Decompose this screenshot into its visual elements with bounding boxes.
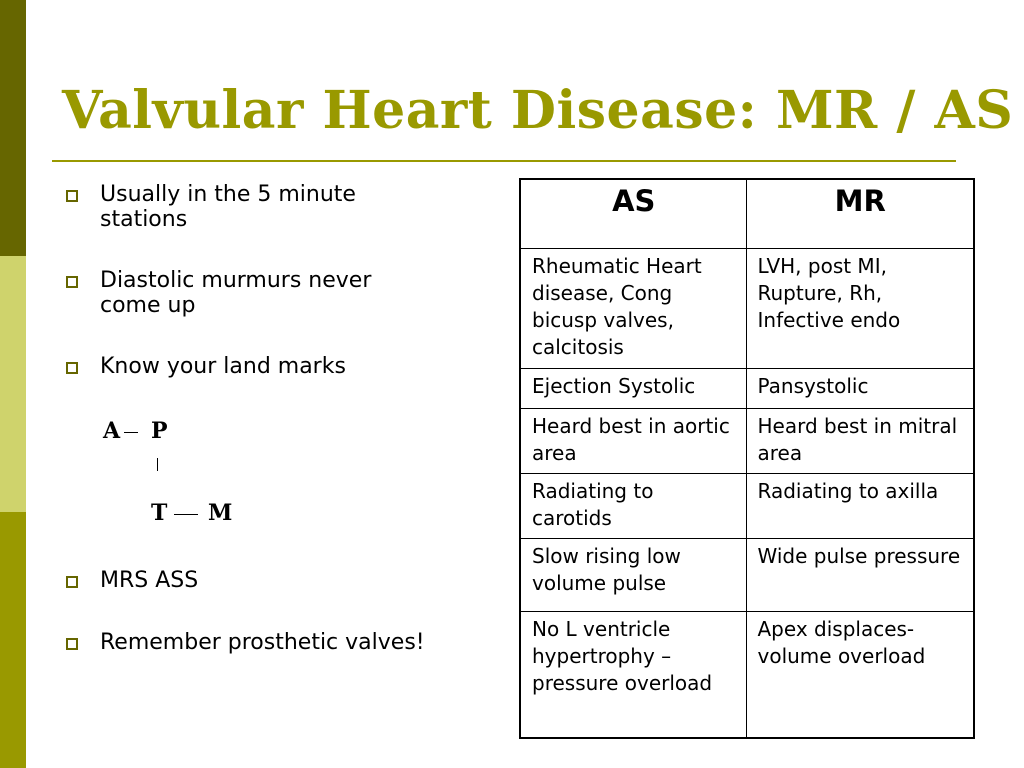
landmark-connector xyxy=(124,432,138,433)
table-cell: Heard best in mitral area xyxy=(746,409,974,474)
bullet-text: Diastolic murmurs never come up xyxy=(100,268,372,318)
table-cell: Radiating to axilla xyxy=(746,474,974,539)
table-cell: Pansystolic xyxy=(746,369,974,409)
table-cell: Heard best in aortic area xyxy=(520,409,746,474)
table-cell: Rheumatic Heart disease, Cong bicusp valves, calcitosis xyxy=(520,249,746,369)
table-cell: LVH, post MI, Rupture, Rh, Infective endo xyxy=(746,249,974,369)
table-header-row xyxy=(520,179,974,249)
bullet-text: Know your land marks xyxy=(100,354,346,379)
accent-bar-middle xyxy=(0,256,26,512)
table-cell: Apex displaces- volume overload xyxy=(746,612,974,738)
slide-title: Valvular Heart Disease: MR / AS xyxy=(62,80,1014,141)
square-bullet-icon xyxy=(66,576,78,588)
table-row xyxy=(520,539,974,612)
table-cell: Wide pulse pressure xyxy=(746,539,974,612)
landmark-connector xyxy=(174,514,198,515)
accent-bar-top xyxy=(0,0,26,256)
landmark-p: P xyxy=(151,418,168,444)
table-cell: No L ventricle hypertrophy – pressure overload xyxy=(520,612,746,738)
accent-bar-bottom xyxy=(0,512,26,768)
table-row xyxy=(520,474,974,539)
square-bullet-icon xyxy=(66,638,78,650)
table-row xyxy=(520,409,974,474)
square-bullet-icon xyxy=(66,190,78,202)
table-row xyxy=(520,249,974,369)
landmark-t: T xyxy=(151,500,168,526)
landmark-m: M xyxy=(208,500,233,526)
bullet-text: Usually in the 5 minute stations xyxy=(100,182,356,232)
table-cell: Radiating to carotids xyxy=(520,474,746,539)
header-mr: MR xyxy=(746,179,974,249)
table-cell: Slow rising low volume pulse xyxy=(520,539,746,612)
table-row xyxy=(520,612,974,738)
header-as: AS xyxy=(520,179,746,249)
landmark-a: A xyxy=(103,418,121,444)
bullet-text: Remember prosthetic valves! xyxy=(100,630,425,655)
title-underline xyxy=(52,160,956,162)
square-bullet-icon xyxy=(66,276,78,288)
square-bullet-icon xyxy=(66,362,78,374)
bullet-text: MRS ASS xyxy=(100,568,199,593)
landmark-connector xyxy=(157,458,158,471)
table-row xyxy=(520,369,974,409)
table-cell: Ejection Systolic xyxy=(520,369,746,409)
comparison-table xyxy=(519,178,975,739)
